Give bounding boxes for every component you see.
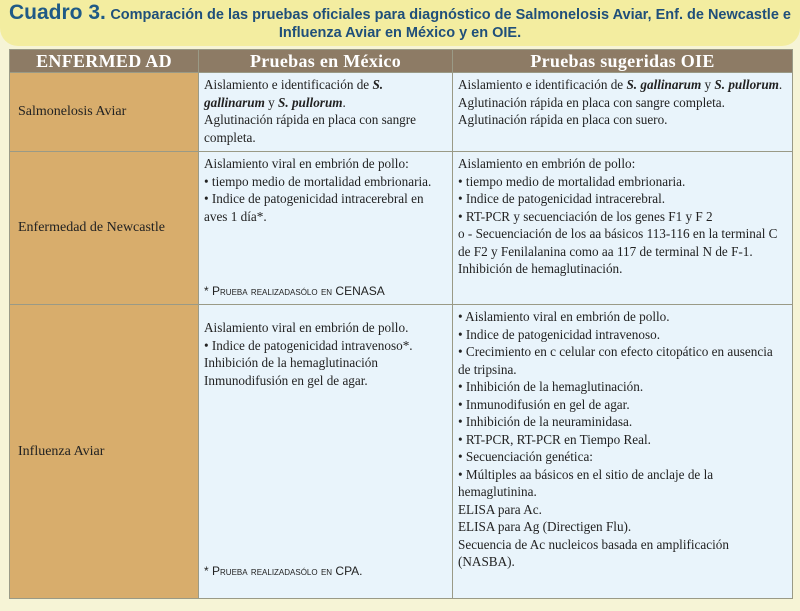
test-item: • Múltiples aa básicos en el sitio de anclaje de la hemaglutinina. bbox=[458, 466, 714, 499]
header-disease: ENFERMED AD bbox=[10, 50, 199, 73]
test-item: Aglutinación rápida en placa con sangre completa. bbox=[204, 112, 417, 145]
test-item: ELISA para Ac. bbox=[458, 501, 542, 517]
header-mexico: Pruebas en México bbox=[199, 50, 453, 73]
test-item: • Inmunodifusión en gel de agar. bbox=[458, 396, 630, 412]
test-item: Aislamiento viral en embrión de pollo: bbox=[204, 156, 409, 171]
test-item: • tiempo medio de mortalidad embrionaria. bbox=[458, 173, 686, 189]
test-item: Aislamiento e identificación de S. gallinarum y S. pullorum. bbox=[204, 77, 384, 110]
test-item: • Aislamiento viral en embrión de pollo. bbox=[458, 309, 670, 324]
caption-text: Comparación de las pruebas oficiales para diagnóstico de Salmonelosis Aviar, Enf. de Newcastle e Influenza Aviar en México y en OIE. bbox=[110, 7, 791, 41]
test-item: Secuencia de Ac nucleicos basada en amplificación (NASBA). bbox=[458, 536, 729, 569]
test-item: Aislamiento en embrión de pollo: bbox=[458, 156, 636, 171]
test-item: • Inhibición de la hemaglutinación. bbox=[458, 379, 644, 394]
test-item: • Indice de patogenicidad intravenoso. bbox=[458, 326, 660, 342]
table-caption bbox=[0, 0, 800, 46]
oie-tests-cell bbox=[453, 305, 793, 599]
disease-cell: Influenza Aviar bbox=[10, 305, 199, 599]
footnote: * Prueba realizadasólo en CPA. bbox=[204, 563, 363, 578]
table-row-influenza bbox=[10, 305, 793, 599]
test-item: • Indice de patogenicidad intravenoso*. bbox=[204, 337, 413, 353]
mexico-tests-cell bbox=[199, 305, 453, 599]
test-item: Aglutinación rápida en placa con sangre completa. bbox=[458, 94, 725, 110]
footnote: * Prueba realizadasólo en CENASA bbox=[204, 283, 385, 298]
test-item: Inhibición de hemaglutinación. bbox=[458, 261, 623, 276]
test-item: Inhibición de la hemaglutinación bbox=[204, 355, 378, 370]
test-item: Aislamiento viral en embrión de pollo. bbox=[204, 320, 409, 335]
table-row-newcastle bbox=[10, 152, 793, 305]
test-item: Aglutinación rápida en placa con suero. bbox=[458, 112, 668, 127]
caption-number: Cuadro 3. bbox=[9, 1, 106, 24]
header-row bbox=[10, 50, 793, 73]
test-item: o - Secuenciación de los aa básicos 113-116 en la terminal C de F2 y Fenilalanina como aa 117 de terminal N de F-1. bbox=[458, 226, 778, 259]
table-row-salmonelosis bbox=[10, 73, 793, 152]
test-item: • Indice de patogenicidad intracerebral en aves 1 día*. bbox=[204, 191, 424, 224]
test-item: • Indice de patogenicidad intracerebral. bbox=[458, 191, 666, 206]
test-item: • RT-PCR y secuenciación de los genes F1 y F 2 bbox=[458, 208, 713, 224]
test-item: • RT-PCR, RT-PCR en Tiempo Real. bbox=[458, 431, 651, 447]
test-item: Inmunodifusión en gel de agar. bbox=[204, 372, 368, 388]
disease-cell: Enfermedad de Newcastle bbox=[10, 152, 199, 305]
disease-cell: Salmonelosis Aviar bbox=[10, 73, 199, 152]
test-item: • Secuenciación genética: bbox=[458, 449, 593, 464]
test-item: • Crecimiento en c celular con efecto citopático en ausencia de tripsina. bbox=[458, 344, 773, 377]
oie-tests-cell bbox=[453, 73, 793, 152]
test-item: ELISA para Ag (Directigen Flu). bbox=[458, 519, 632, 534]
test-item: • Inhibición de la neuraminidasa. bbox=[458, 414, 633, 429]
comparison-table bbox=[9, 49, 793, 599]
mexico-tests-cell bbox=[199, 152, 453, 305]
header-oie: Pruebas sugeridas OIE bbox=[453, 50, 793, 73]
test-item: Aislamiento e identificación de S. gallinarum y S. pullorum. bbox=[458, 77, 783, 92]
test-item: • tiempo medio de mortalidad embrionaria. bbox=[204, 173, 432, 189]
oie-tests-cell bbox=[453, 152, 793, 305]
mexico-tests-cell bbox=[199, 73, 453, 152]
